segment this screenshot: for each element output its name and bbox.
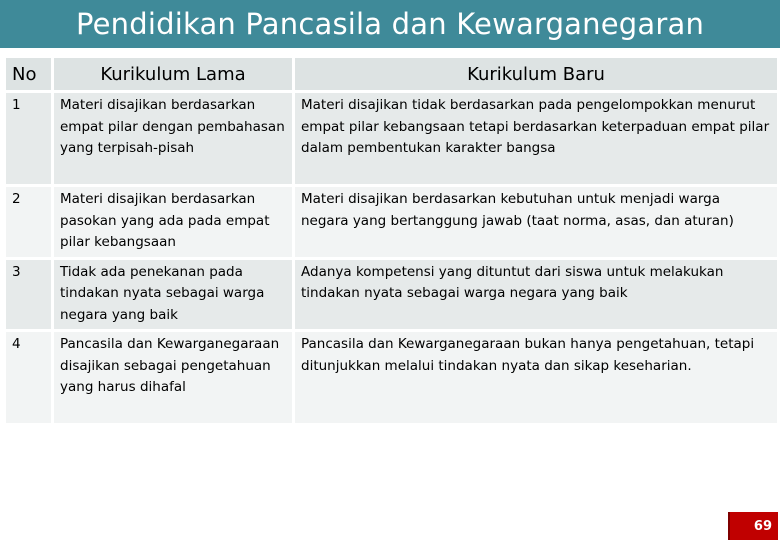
row-number: 1 <box>6 93 51 184</box>
cell-kurikulum-lama: Materi disajikan berdasarkan pasokan yang ada pada empat pilar kebangsaan <box>54 187 292 257</box>
cell-kurikulum-baru: Materi disajikan berdasarkan kebutuhan untuk menjadi warga negara yang bertanggung jawab (taat norma, asas, dan aturan) <box>295 187 777 257</box>
cell-kurikulum-baru: Pancasila dan Kewarganegaraan bukan hanya pengetahuan, tetapi ditunjukkan melalui tindakan nyata dan sikap keseharian. <box>295 332 777 423</box>
header-kurikulum-baru: Kurikulum Baru <box>295 58 777 90</box>
slide-title: Pendidikan Pancasila dan Kewarganegaran <box>75 7 705 41</box>
cell-kurikulum-lama: Pancasila dan Kewarganegaraan disajikan sebagai pengetahuan yang harus dihafal <box>54 332 292 423</box>
comparison-table <box>3 55 780 426</box>
cell-kurikulum-baru: Adanya kompetensi yang dituntut dari siswa untuk melakukan tindakan nyata sebagai warga negara yang baik <box>295 260 777 330</box>
row-number: 2 <box>6 187 51 257</box>
table-row <box>6 260 777 330</box>
cell-kurikulum-lama: Materi disajikan berdasarkan empat pilar dengan pembahasan yang terpisah-pisah <box>54 93 292 184</box>
row-number: 3 <box>6 260 51 330</box>
page-number-badge: 69 <box>728 512 778 540</box>
header-no: No <box>6 58 51 90</box>
table-row <box>6 332 777 423</box>
table-row <box>6 187 777 257</box>
table-row <box>6 93 777 184</box>
cell-kurikulum-baru: Materi disajikan tidak berdasarkan pada pengelompokkan menurut empat pilar kebangsaan tetapi berdasarkan keterpaduan empat pilar dalam pembentukan karakter bangsa <box>295 93 777 184</box>
table-header-row <box>6 58 777 90</box>
row-number: 4 <box>6 332 51 423</box>
page-badge-accent <box>728 512 730 540</box>
header-kurikulum-lama: Kurikulum Lama <box>54 58 292 90</box>
cell-kurikulum-lama: Tidak ada penekanan pada tindakan nyata sebagai warga negara yang baik <box>54 260 292 330</box>
